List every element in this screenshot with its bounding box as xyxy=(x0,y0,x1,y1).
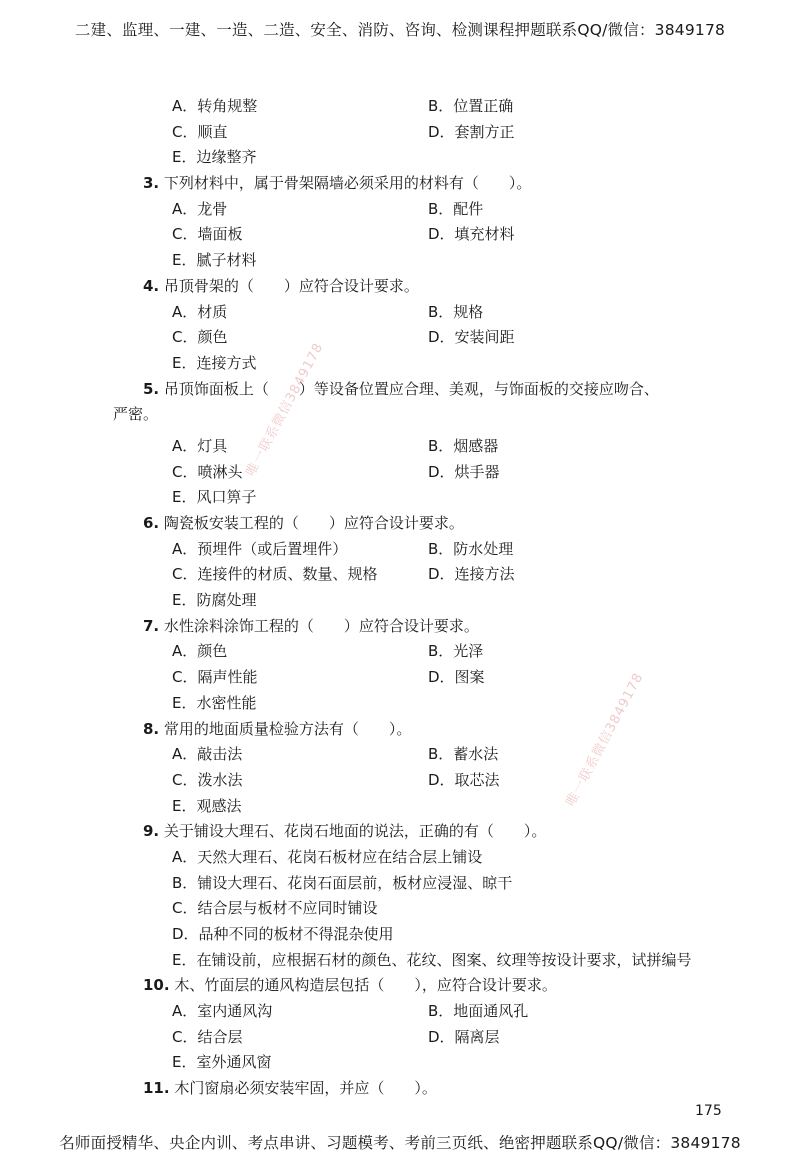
option-d: D．品种不同的板材不得混杂使用 xyxy=(172,925,394,943)
option-d: D．烘手器 xyxy=(428,462,500,481)
option-a: A．龙骨 xyxy=(172,199,228,218)
question-number: 5. xyxy=(143,379,160,398)
option-b: B．地面通风孔 xyxy=(428,1002,529,1021)
page-footer: 名师面授精华、央企内训、考点串讲、习题模考、考前三页纸、绝密押题联系QQ/微信：3849178 xyxy=(59,1134,741,1152)
option-a: A．敲击法 xyxy=(172,745,243,764)
option-c: C．结合层与板材不应同时铺设 xyxy=(172,899,378,918)
watermark-text: 唯一联系微信3849178 xyxy=(243,340,327,479)
option-b: B．铺设大理石、花岗石面层前，板材应浸湿、晾干 xyxy=(172,873,513,892)
option-row xyxy=(0,120,800,146)
option-d: D．填充材料 xyxy=(428,225,515,244)
option-c: C．连接件的材质、数量、规格 xyxy=(172,565,378,584)
question-6 xyxy=(0,511,800,537)
question-stem: 关于铺设大理石、花岗石地面的说法，正确的有（ ）。 xyxy=(163,822,547,841)
question-number: 4. xyxy=(143,276,160,295)
option-a: A．灯具 xyxy=(172,436,228,455)
question-stem: 木门窗扇必须安装牢固，并应（ ）。 xyxy=(174,1079,437,1098)
option-e: E．腻子材料 xyxy=(172,251,257,270)
question-7 xyxy=(0,614,800,640)
option-a: A．颜色 xyxy=(172,642,228,661)
option-a: A．转角规整 xyxy=(172,97,258,115)
option-b: B．烟感器 xyxy=(428,436,499,455)
question-stem: 吊顶骨架的（ ）应符合设计要求。 xyxy=(163,276,419,295)
option-e: E．观感法 xyxy=(172,796,242,815)
question-stem: 水性涂料涂饰工程的（ ）应符合设计要求。 xyxy=(163,616,479,635)
option-b: B．位置正确 xyxy=(428,97,514,115)
question-11 xyxy=(0,1076,800,1102)
option-e: E．水密性能 xyxy=(172,693,257,712)
question-10 xyxy=(0,973,800,999)
question-stem: 下列材料中，属于骨架隔墙必须采用的材料有（ ）。 xyxy=(163,174,532,193)
question-stem: 木、竹面层的通风构造层包括（ ），应符合设计要求。 xyxy=(174,976,557,995)
option-a: A．天然大理石、花岗石板材应在结合层上铺设 xyxy=(172,847,483,866)
question-number: 11. xyxy=(143,1079,170,1098)
question-8 xyxy=(0,717,800,743)
question-list xyxy=(0,94,800,1102)
question-number: 6. xyxy=(143,514,160,532)
page-number: 175 xyxy=(695,1103,722,1119)
option-b: B．蓄水法 xyxy=(428,745,499,764)
question-number: 9. xyxy=(143,822,160,841)
question-3 xyxy=(0,171,800,197)
question-5 xyxy=(0,377,800,403)
option-d: D．取芯法 xyxy=(428,770,500,789)
option-b: B．配件 xyxy=(428,199,484,218)
option-e: E．防腐处理 xyxy=(172,591,257,610)
question-stem-continued: 严密。 xyxy=(113,405,159,424)
option-e: E．风口箅子 xyxy=(172,488,257,507)
option-c: C．顺直 xyxy=(172,122,228,141)
option-c: C．泼水法 xyxy=(172,770,243,789)
option-b: B．防水处理 xyxy=(428,539,514,558)
option-c: C．喷淋头 xyxy=(172,462,243,481)
question-9 xyxy=(0,819,800,845)
option-a: A．预埋件（或后置埋件） xyxy=(172,539,348,558)
question-4 xyxy=(0,274,800,300)
option-d: D．安装间距 xyxy=(428,328,515,347)
option-e: E．在铺设前，应根据石材的颜色、花纹、图案、纹理等按设计要求，试拼编号 xyxy=(172,950,692,969)
question-stem: 陶瓷板安装工程的（ ）应符合设计要求。 xyxy=(163,514,464,532)
option-a: A．材质 xyxy=(172,302,228,321)
option-e: E．连接方式 xyxy=(172,353,257,372)
page-header: 二建、监理、一建、一造、二造、安全、消防、咨询、检测课程押题联系QQ/微信：3849178 xyxy=(74,21,726,39)
option-d: D．连接方法 xyxy=(428,565,515,584)
option-e: E．边缘整齐 xyxy=(172,148,257,167)
watermark-text: 唯一联系微信3849178 xyxy=(563,670,647,809)
option-d: D．图案 xyxy=(428,668,485,687)
question-number: 8. xyxy=(143,719,160,738)
option-e: E．室外通风窗 xyxy=(172,1053,272,1072)
option-c: C．颜色 xyxy=(172,328,228,347)
option-c: C．结合层 xyxy=(172,1027,243,1046)
option-c: C．隔声性能 xyxy=(172,668,258,687)
option-b: B．光泽 xyxy=(428,642,484,661)
option-row xyxy=(0,94,800,120)
option-b: B．规格 xyxy=(428,302,484,321)
option-d: D．隔离层 xyxy=(428,1027,500,1046)
option-row xyxy=(0,145,800,171)
question-stem: 吊顶饰面板上（ ）等设备位置应合理、美观，与饰面板的交接应吻合、 xyxy=(163,379,659,398)
option-c: C．墙面板 xyxy=(172,225,243,244)
question-number: 7. xyxy=(143,616,160,635)
question-number: 3. xyxy=(143,174,160,193)
question-stem: 常用的地面质量检验方法有（ ）。 xyxy=(163,719,412,738)
question-number: 10. xyxy=(143,976,170,995)
option-d: D．套割方正 xyxy=(428,122,515,141)
option-a: A．室内通风沟 xyxy=(172,1002,273,1021)
